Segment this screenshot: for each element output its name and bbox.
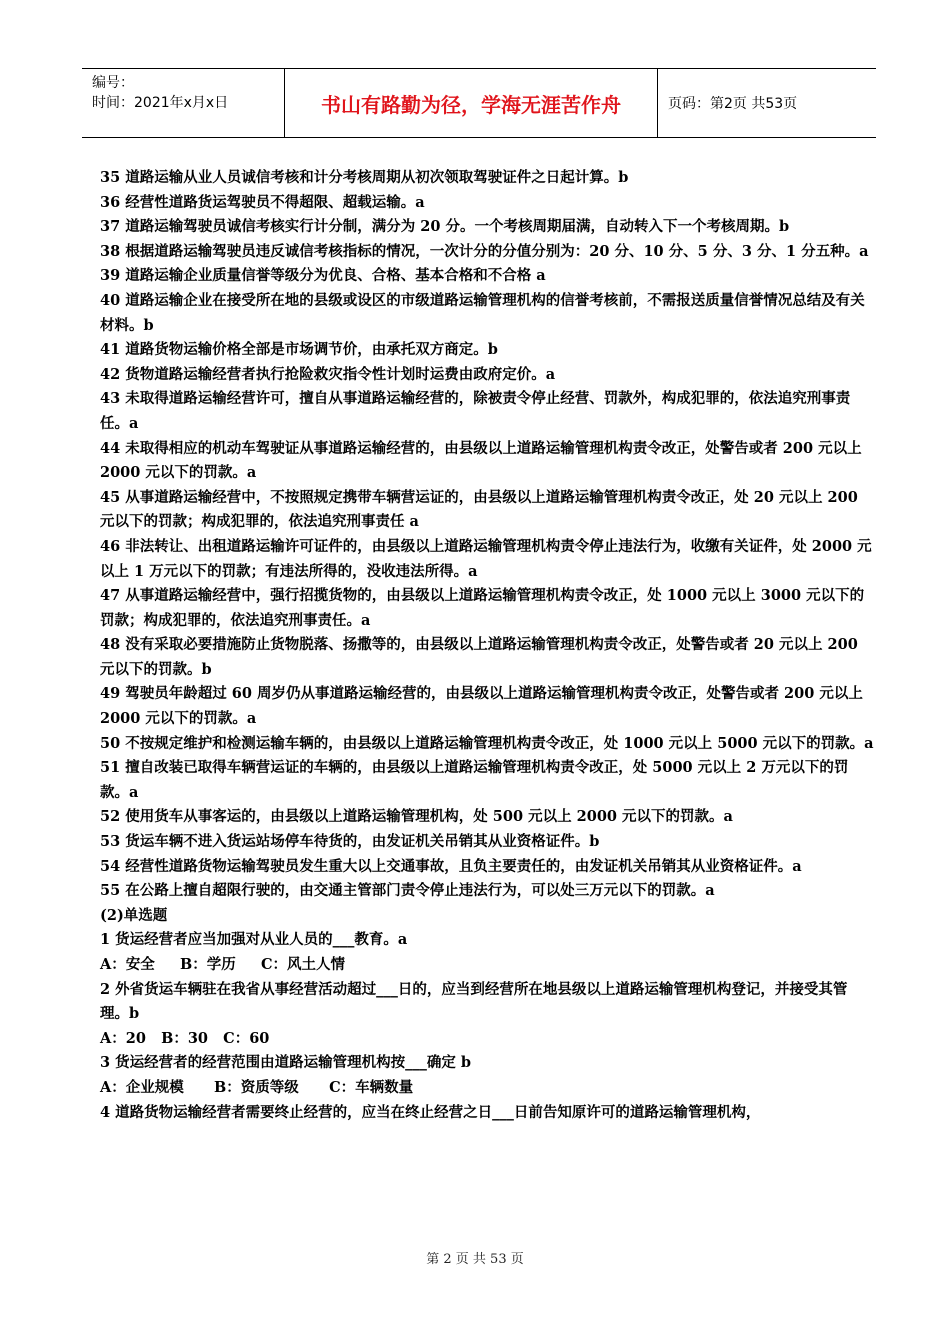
list-item: 43 未取得道路运输经营许可，擅自从事道路运输经营的，除被责令停止经营、罚款外，构成犯罪的，依法追究刑事责任。a — [100, 390, 851, 432]
list-item: 45 从事道路运输经营中，不按照规定携带车辆营运证的，由县级以上道路运输管理机构责令改正，处 20 元以上 200 元以下的罚款；构成犯罪的，依法追究刑事责任 a — [100, 488, 858, 531]
question-text: 1 货运经营者应当加强对从业人员的___教育。a — [100, 931, 408, 949]
header-page-number: 页码：第2页 共53页 — [668, 96, 798, 112]
question-options: A：企业规模 B：资质等级 C：车辆数量 — [100, 1078, 414, 1096]
date-label: 时间：2021年x月x日 — [92, 95, 229, 111]
question-options: A：安全 B：学历 C：风土人情 — [100, 956, 346, 973]
question-options: A：20 B：30 C：60 — [100, 1029, 270, 1047]
list-item: 38 根据道路运输驾驶员违反诚信考核指标的情况，一次计分的分值分别为：20 分、10 分、5 分、3 分、1 分五种。a — [100, 242, 869, 260]
list-item: 46 非法转让、出租道路运输许可证件的，由县级以上道路运输管理机构责令停止违法行为，收缴有关证件，处 2000 元以上 1 万元以下的罚款；有违法所得的，没收违法所得。a — [100, 537, 872, 580]
list-item: 35 道路运输从业人员诚信考核和计分考核周期从初次领取驾驶证件之日起计算。b — [100, 169, 629, 186]
list-item: 52 使用货车从事客运的，由县级以上道路运输管理机构，处 500 元以上 2000 元以下的罚款。a — [100, 808, 733, 826]
list-item: 44 未取得相应的机动车驾驶证从事道路运输经营的，由县级以上道路运输管理机构责令改正，处警告或者 200 元以上 2000 元以下的罚款。a — [100, 439, 862, 482]
list-item: 41 道路货物运输价格全部是市场调节价，由承托双方商定。b — [100, 341, 498, 359]
section-title: (2)单选题 — [100, 906, 168, 924]
question-text: 2 外省货运车辆驻在我省从事经营活动超过___日的，应当到经营所在地县级以上道路运输管理机构登记，并接受其管理。b — [100, 980, 848, 1023]
document-body — [100, 166, 876, 1125]
page-footer: 第 2 页 共 53 页 — [426, 1252, 524, 1267]
list-item: 54 经营性道路货物运输驾驶员发生重大以上交通事故，且负主要责任的，由发证机关吊销其从业资格证件。a — [100, 857, 802, 875]
list-item: 49 驾驶员年龄超过 60 周岁仍从事道路运输经营的，由县级以上道路运输管理机构责令改正，处警告或者 200 元以上 2000 元以下的罚款。a — [100, 685, 863, 728]
list-item: 48 没有采取必要措施防止货物脱落、扬撒等的，由县级以上道路运输管理机构责令改正，处警告或者 20 元以上 200 元以下的罚款。b — [100, 636, 858, 678]
question-text: 4 道路货物运输经营者需要终止经营的，应当在终止经营之日___日前告知原许可的道路运输管理机构， — [100, 1103, 761, 1121]
list-item: 42 货物道路运输经营者执行抢险救灾指令性计划时运费由政府定价。a — [100, 365, 556, 383]
list-item: 37 道路运输驾驶员诚信考核实行计分制，满分为 20 分。一个考核周期届满，自动转入下一个考核周期。b — [100, 218, 790, 236]
number-label: 编号： — [92, 75, 134, 91]
question-text: 3 货运经营者的经营范围由道路运输管理机构按___确定 b — [100, 1054, 472, 1072]
list-item: 55 在公路上擅自超限行驶的，由交通主管部门责令停止违法行为，可以处三万元以下的罚款。a — [100, 882, 715, 900]
page-header — [82, 68, 876, 138]
list-item: 39 道路运输企业质量信誉等级分为优良、合格、基本合格和不合格 a — [100, 267, 546, 285]
header-motto: 书山有路勤为径，学海无涯苦作舟 — [285, 69, 658, 137]
list-item: 36 经营性道路货运驾驶员不得超限、超载运输。a — [100, 193, 425, 211]
list-item: 40 道路运输企业在接受所在地的县级或设区的市级道路运输管理机构的信誉考核前，不需报送质量信誉情况总结及有关材料。b — [100, 291, 865, 334]
list-item: 50 不按规定维护和检测运输车辆的，由县级以上道路运输管理机构责令改正，处 1000 元以上 5000 元以下的罚款。a — [100, 734, 874, 752]
list-item: 53 货运车辆不进入货运站场停车待货的，由发证机关吊销其从业资格证件。b — [100, 833, 600, 851]
list-item: 51 擅自改装已取得车辆营运证的车辆的，由县级以上道路运输管理机构责令改正，处 5000 元以上 2 万元以下的罚款。a — [100, 759, 849, 801]
list-item: 47 从事道路运输经营中，强行招揽货物的，由县级以上道路运输管理机构责令改正，处 1000 元以上 3000 元以下的罚款；构成犯罪的，依法追究刑事责任。a — [100, 587, 865, 629]
header-meta — [82, 69, 285, 137]
